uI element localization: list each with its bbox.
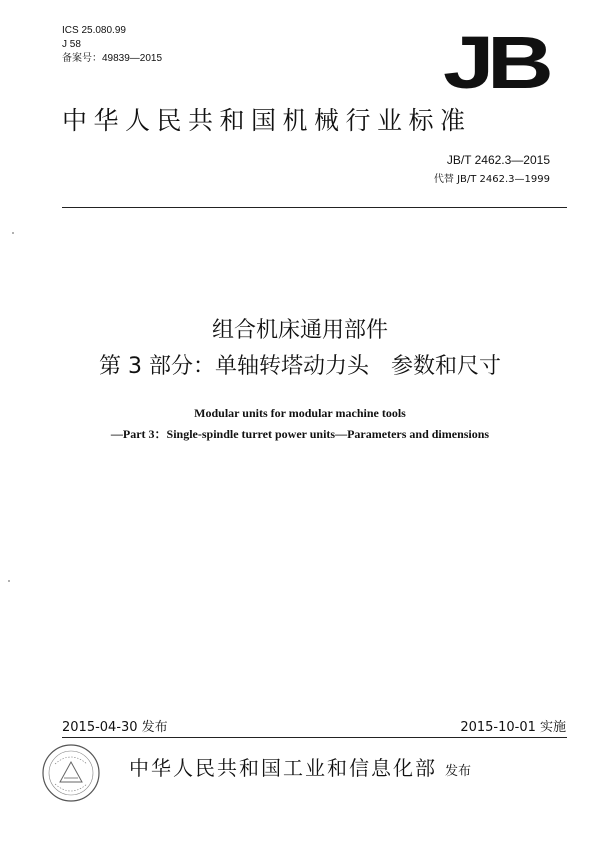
standard-number: JB/T 2462.3—2015 [446, 153, 550, 167]
document-title-en-line1: Modular units for modular machine tools [194, 406, 406, 420]
issuer [0, 752, 600, 781]
standard-category-title: 中华人民共和国机械行业标准 [62, 106, 472, 135]
top-divider [62, 207, 567, 208]
issue-date: 2015-04-30 发布 [62, 720, 168, 735]
document-title-cn-line2: 第 3 部分：单轴转塔动力头 参数和尺寸 [99, 354, 501, 379]
bottom-divider [62, 737, 567, 738]
replaces-standard: 代替 JB/T 2462.3—1999 [433, 174, 550, 185]
document-title-cn-line1: 组合机床通用部件 [211, 318, 388, 343]
scan-speck [12, 232, 14, 234]
effective-date: 2015-10-01 实施 [460, 720, 566, 735]
document-title-en-line2: —Part 3：Single-spindle turret power units—Parameters and dimensions [110, 427, 490, 441]
filing-number: 备案号：49839—2015 [62, 53, 163, 64]
issuer-suffix: 发布 [444, 764, 471, 779]
scan-speck [8, 580, 10, 582]
ics-code: ICS 25.080.99 [62, 25, 126, 36]
jb-logo: JB [443, 21, 547, 104]
issuer-name: 中华人民共和国工业和信息化部 [128, 756, 437, 780]
ccs-code: J 58 [62, 39, 81, 50]
